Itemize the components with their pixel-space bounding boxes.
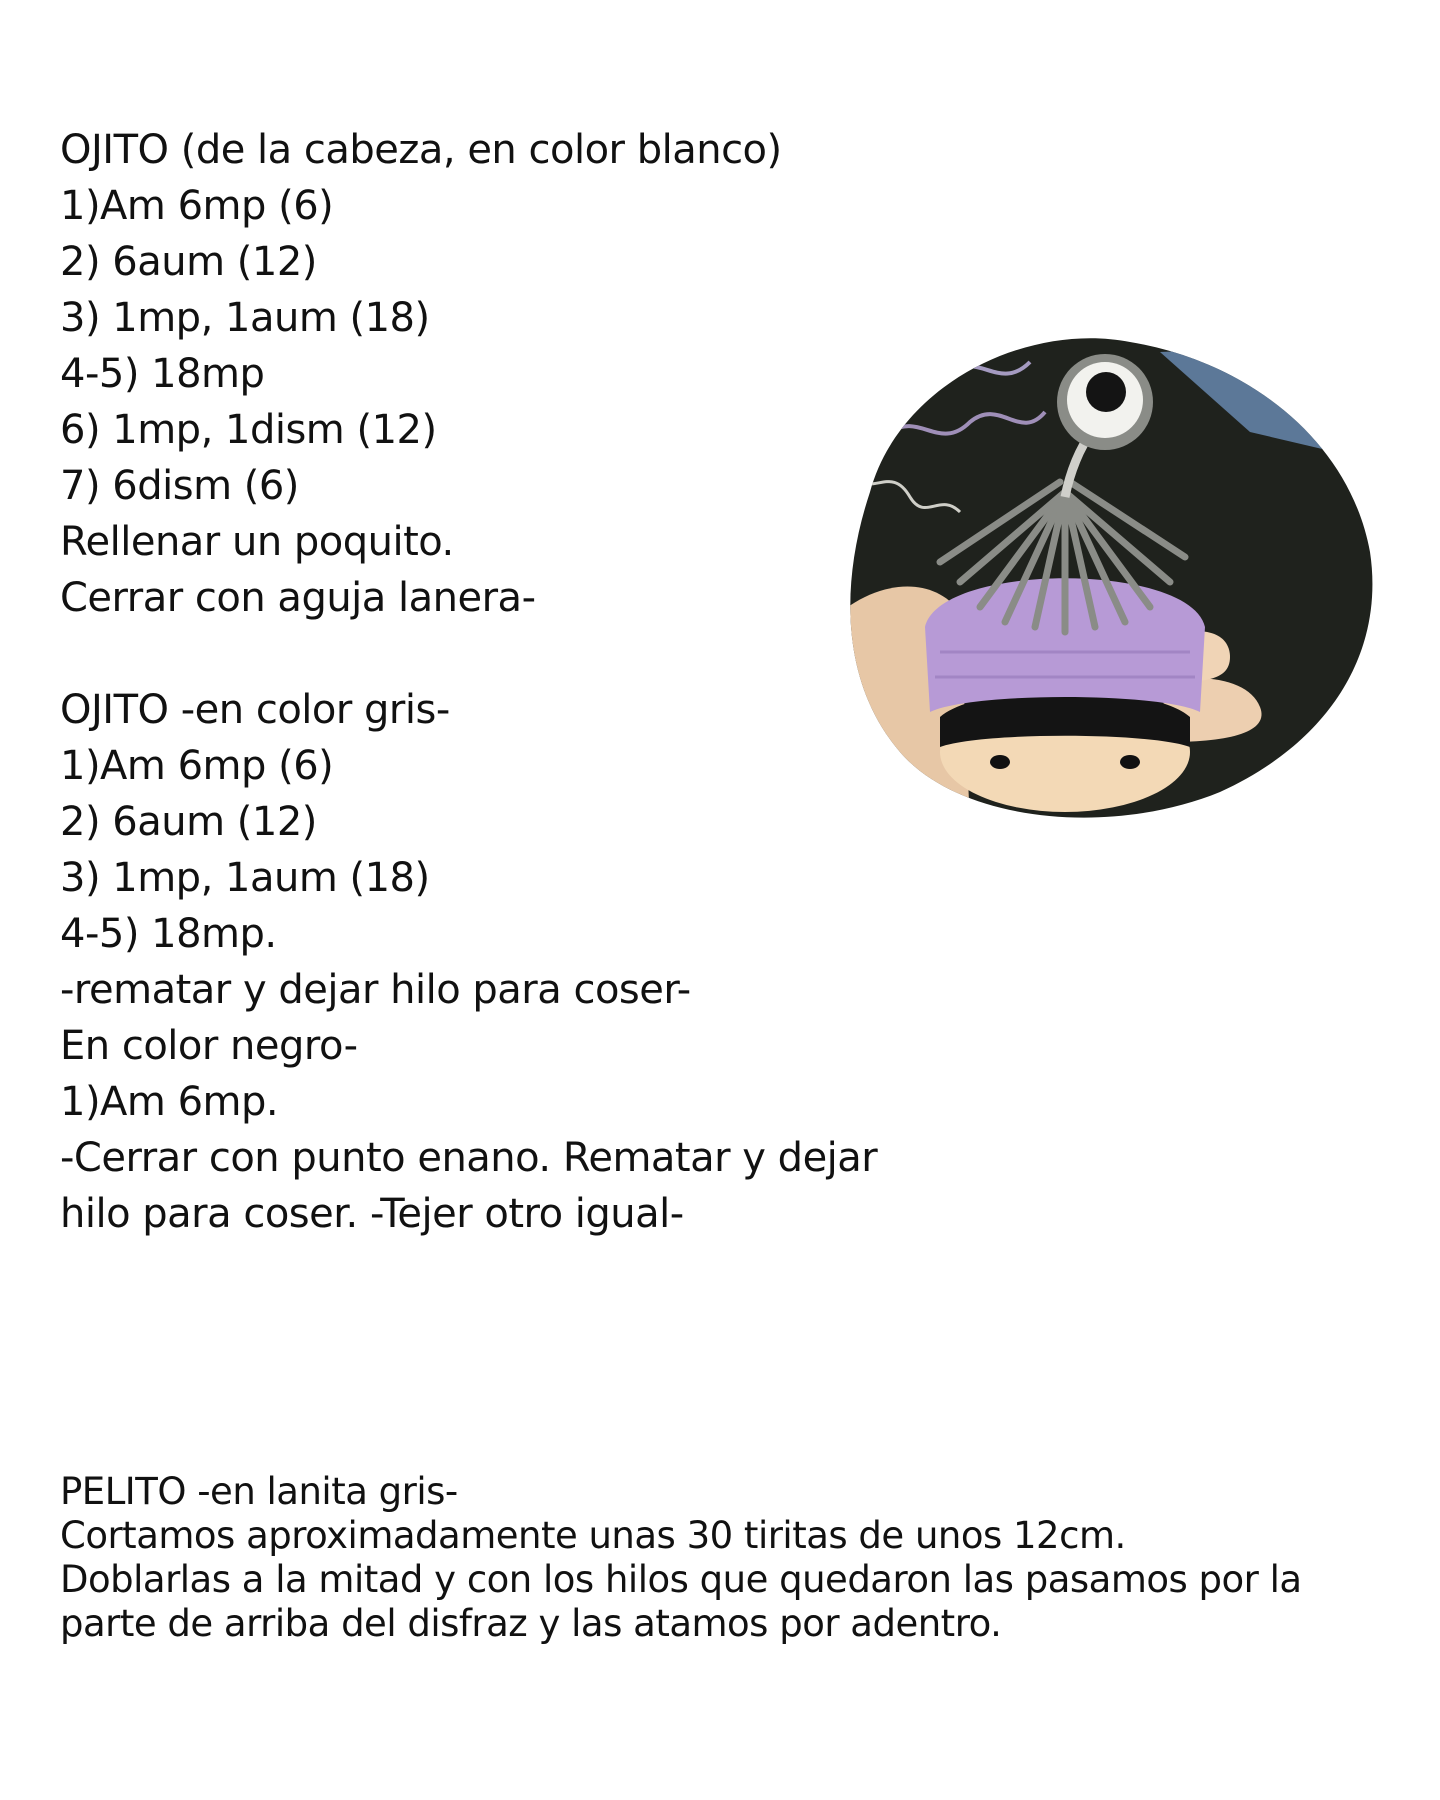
amigurumi-photo [830, 322, 1378, 822]
pattern-step: 3) 1mp, 1aum (18) [60, 855, 430, 901]
pattern-instruction: Doblarlas a la mitad y con los hilos que quedaron las pasamos por la [60, 1558, 1302, 1601]
pattern-step: 7) 6dism (6) [60, 463, 299, 509]
pattern-step: 4-5) 18mp [60, 351, 265, 397]
pattern-step: 4-5) 18mp. [60, 911, 277, 957]
eyeball-pupil [1086, 372, 1126, 412]
pattern-instruction: -rematar y dejar hilo para coser- [60, 967, 691, 1013]
pattern-instruction: Cortamos aproximadamente unas 30 tiritas de unos 12cm. [60, 1514, 1126, 1557]
pattern-step: 3) 1mp, 1aum (18) [60, 295, 430, 341]
doll-eye-left [990, 755, 1010, 769]
pattern-instruction: parte de arriba del disfraz y las atamos por adentro. [60, 1602, 1002, 1645]
section-heading: PELITO -en lanita gris- [60, 1470, 458, 1513]
pattern-step: 1)Am 6mp (6) [60, 183, 334, 229]
pattern-instruction: -Cerrar con punto enano. Rematar y dejar [60, 1135, 878, 1181]
section-pelito [60, 1470, 1302, 1646]
pattern-step: 1)Am 6mp. [60, 1079, 279, 1125]
pattern-step: 1)Am 6mp (6) [60, 743, 334, 789]
pattern-step: 6) 1mp, 1dism (12) [60, 407, 437, 453]
section-heading: OJITO -en color gris- [60, 687, 450, 733]
pattern-step: 2) 6aum (12) [60, 799, 317, 845]
pattern-subheading: En color negro- [60, 1023, 358, 1069]
section-ojito-gris [60, 682, 877, 1242]
pattern-instruction: Cerrar con aguja lanera- [60, 575, 536, 621]
doll-eye-right [1120, 755, 1140, 769]
section-ojito-blanco [60, 122, 782, 626]
section-heading: OJITO (de la cabeza, en color blanco) [60, 127, 782, 173]
pattern-instruction: Rellenar un poquito. [60, 519, 454, 565]
pattern-step: 2) 6aum (12) [60, 239, 317, 285]
pattern-instruction: hilo para coser. -Tejer otro igual- [60, 1191, 684, 1237]
